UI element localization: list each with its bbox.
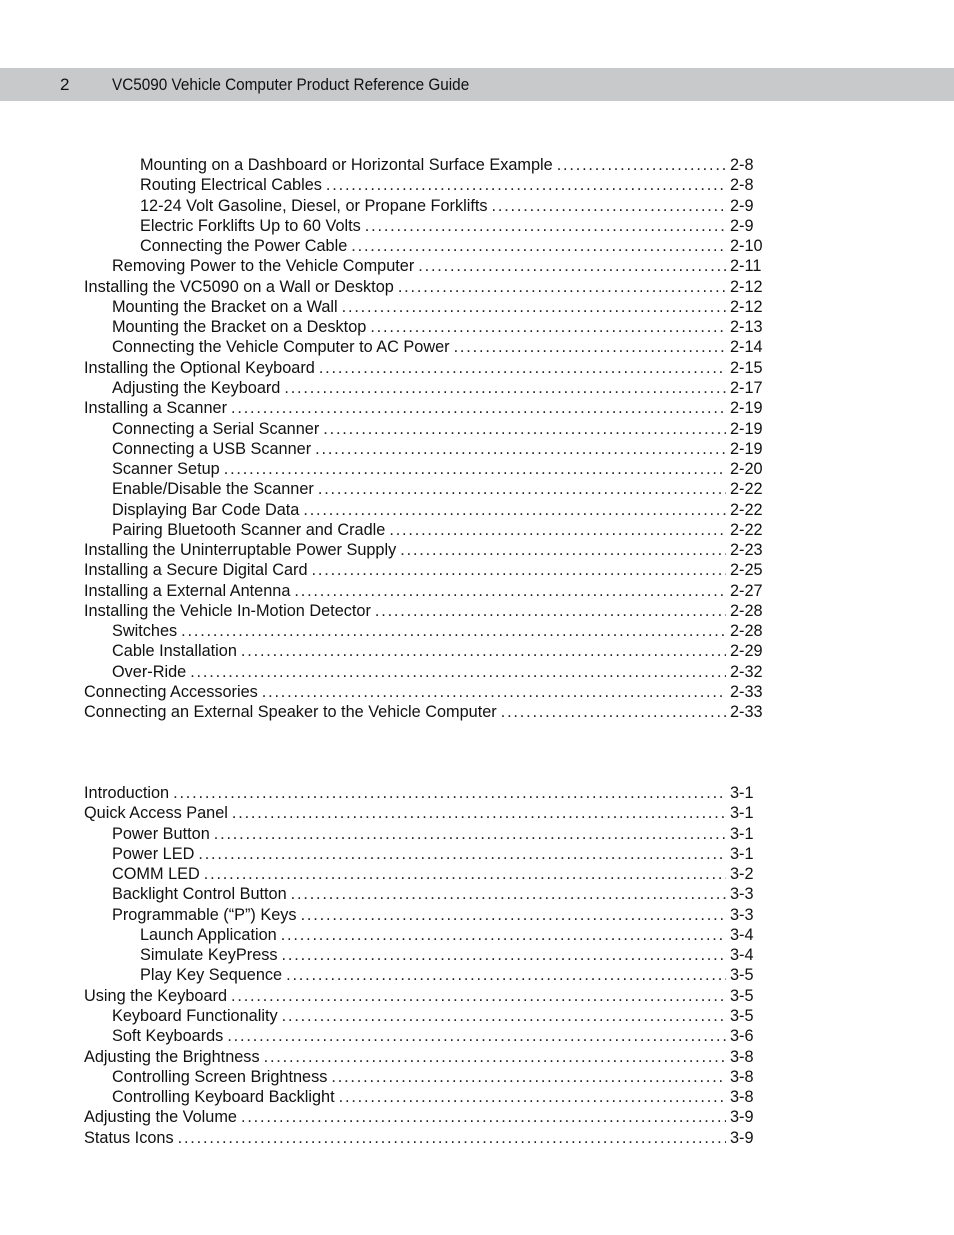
toc-entry-page-number: 2-10	[730, 237, 763, 256]
toc-entry-title: Adjusting the Volume	[84, 1108, 237, 1127]
toc-entry-title: Power LED	[112, 844, 195, 863]
toc-entry-title: Play Key Sequence	[140, 966, 283, 985]
toc-dot-leader	[204, 864, 726, 884]
toc-entry-title: 12-24 Volt Gasoline, Diesel, or Propane Forklifts	[140, 196, 488, 215]
toc-entry-page-number: 2-22	[730, 480, 763, 499]
toc-dot-leader	[231, 398, 726, 418]
toc-entry[interactable]	[84, 581, 770, 601]
toc-dot-leader	[227, 1026, 726, 1046]
toc-entry-title: Over-Ride	[112, 662, 187, 681]
toc-dot-leader	[312, 560, 726, 580]
toc-entry-title: Installing a Scanner	[84, 399, 228, 418]
toc-dot-leader	[303, 500, 726, 520]
toc-entry-page-number: 3-9	[730, 1128, 754, 1147]
toc-entry[interactable]	[140, 155, 770, 175]
toc-dot-leader	[286, 965, 726, 985]
toc-dot-leader	[284, 378, 726, 398]
toc-entry[interactable]	[112, 297, 770, 317]
toc-entry[interactable]	[112, 905, 770, 925]
toc-entry-page-number: 2-17	[730, 378, 763, 397]
toc-entry-title: Installing a External Antenna	[84, 581, 291, 600]
toc-entry[interactable]	[140, 216, 770, 236]
toc-entry[interactable]	[112, 884, 770, 904]
toc-entry-title: Installing the VC5090 on a Wall or Desktop	[84, 277, 394, 296]
toc-entry-title: Pairing Bluetooth Scanner and Cradle	[112, 520, 386, 539]
toc-entry-page-number: 2-19	[730, 439, 763, 458]
toc-entry-page-number: 3-5	[730, 1006, 754, 1025]
toc-entry-title: Launch Application	[140, 925, 277, 944]
toc-entry[interactable]	[84, 1107, 770, 1127]
toc-entry[interactable]	[112, 1087, 770, 1107]
toc-entry-title: COMM LED	[112, 865, 200, 884]
toc-entry-title: Introduction	[84, 784, 170, 802]
toc-entry-page-number: 2-27	[730, 581, 763, 600]
toc-dot-leader	[241, 1107, 726, 1127]
toc-entry-title: Mounting the Bracket on a Desktop	[112, 318, 367, 337]
toc-entry-page-number: 2-28	[730, 601, 763, 620]
toc-dot-leader	[400, 540, 726, 560]
toc-entry[interactable]	[84, 803, 770, 823]
toc-entry-title: Adjusting the Brightness	[84, 1047, 260, 1066]
toc-dot-leader	[389, 520, 726, 540]
toc-entry-title: Connecting the Vehicle Computer to AC Power	[112, 338, 450, 357]
toc-dot-leader	[282, 1006, 726, 1026]
toc-entry-title: Controlling Keyboard Backlight	[112, 1088, 335, 1107]
toc-dot-leader	[190, 662, 726, 682]
toc-dot-leader	[241, 641, 726, 661]
toc-entry-page-number: 3-6	[730, 1027, 754, 1046]
toc-dot-leader	[331, 1067, 726, 1087]
toc-entry[interactable]	[112, 1006, 770, 1026]
toc-dot-leader	[326, 175, 726, 195]
toc-entry-page-number: 2-15	[730, 358, 763, 377]
toc-entry-title: Controlling Screen Brightness	[112, 1067, 328, 1086]
toc-dot-leader	[492, 196, 726, 216]
toc-entry[interactable]	[112, 520, 770, 540]
toc-entry[interactable]	[84, 277, 770, 297]
toc-entry[interactable]	[112, 662, 770, 682]
toc-dot-leader	[232, 803, 726, 823]
toc-dot-leader	[318, 479, 726, 499]
toc-entry[interactable]	[140, 945, 770, 965]
toc-entry-title: Backlight Control Button	[112, 885, 287, 904]
header-page-number: 2	[60, 75, 70, 94]
toc-entry-title: Quick Access Panel	[84, 804, 228, 823]
toc-entry-title: Electric Forklifts Up to 60 Volts	[140, 216, 361, 235]
toc-entry[interactable]	[112, 479, 770, 499]
toc-entry[interactable]	[112, 256, 770, 276]
toc-entry-page-number: 2-23	[730, 541, 763, 560]
toc-entry-title: Cable Installation	[112, 642, 237, 661]
toc-entry-page-number: 2-19	[730, 419, 763, 438]
toc-dot-leader	[365, 216, 726, 236]
toc-entry[interactable]	[84, 398, 770, 418]
toc-entry-page-number: 2-9	[730, 216, 754, 235]
toc-dot-leader	[398, 277, 726, 297]
toc-entry[interactable]	[140, 175, 770, 195]
toc-entry-page-number: 3-1	[730, 824, 754, 843]
toc-entry-page-number: 2-8	[730, 176, 754, 195]
toc-entry-title: Keyboard Functionality	[112, 1006, 278, 1025]
toc-entry-title: Programmable (“P”) Keys	[112, 905, 297, 924]
toc-dot-leader	[181, 621, 726, 641]
toc-dot-leader	[291, 884, 726, 904]
toc-entry-page-number: 2-22	[730, 500, 763, 519]
toc-entry[interactable]	[112, 500, 770, 520]
toc-dot-leader	[173, 783, 726, 803]
toc-entry[interactable]	[112, 1067, 770, 1087]
toc-entry-title: Adjusting the Keyboard	[112, 378, 281, 397]
toc-entry-page-number: 3-5	[730, 986, 754, 1005]
header-document-title: VC5090 Vehicle Computer Product Reference Guide	[112, 75, 470, 94]
toc-entry-title: Soft Keyboards	[112, 1027, 224, 1046]
toc-entry-title: Connecting an External Speaker to the Vehicle Computer	[84, 703, 497, 722]
toc-entry[interactable]	[112, 824, 770, 844]
toc-entry[interactable]	[112, 317, 770, 337]
toc-entry-page-number: 2-8	[730, 156, 754, 174]
toc-dot-leader	[231, 986, 726, 1006]
toc-entry[interactable]	[84, 560, 770, 580]
toc-entry-page-number: 2-25	[730, 561, 763, 580]
toc-entry-page-number: 3-5	[730, 966, 754, 985]
toc-entry-page-number: 3-9	[730, 1108, 754, 1127]
toc-entry[interactable]	[112, 439, 770, 459]
toc-entry-page-number: 2-20	[730, 460, 763, 479]
toc-entry-page-number: 2-22	[730, 520, 763, 539]
toc-entry-page-number: 3-8	[730, 1088, 754, 1107]
toc-entry[interactable]	[112, 459, 770, 479]
toc-entry-page-number: 3-1	[730, 804, 754, 823]
toc-entry-title: Simulate KeyPress	[140, 946, 278, 965]
toc-entry[interactable]	[112, 337, 770, 357]
toc-dot-leader	[282, 945, 726, 965]
toc-entry-title: Mounting on a Dashboard or Horizontal Surface Example	[140, 156, 553, 174]
toc-dot-leader	[375, 601, 726, 621]
toc-entry-page-number: 3-8	[730, 1067, 754, 1086]
toc-entry[interactable]	[112, 621, 770, 641]
toc-dot-leader	[294, 581, 726, 601]
toc-dot-leader	[454, 337, 726, 357]
toc-entry-title: Connecting a USB Scanner	[112, 439, 312, 458]
toc-entry-title: Installing a Secure Digital Card	[84, 561, 308, 580]
toc-entry-page-number: 2-9	[730, 196, 754, 215]
toc-entry-page-number: 2-12	[730, 297, 763, 316]
toc-entry-title: Routing Electrical Cables	[140, 176, 322, 195]
toc-entry-page-number: 2-14	[730, 338, 763, 357]
toc-entry[interactable]	[84, 682, 770, 702]
toc-entry[interactable]	[84, 986, 770, 1006]
toc-entry-page-number: 3-3	[730, 905, 754, 924]
toc-entry-title: Installing the Uninterruptable Power Supply	[84, 541, 397, 560]
toc-entry[interactable]	[112, 378, 770, 398]
toc-entry-page-number: 3-1	[730, 784, 754, 802]
toc-entry[interactable]	[112, 864, 770, 884]
toc-entry-title: Switches	[112, 622, 178, 641]
toc-entry[interactable]	[140, 965, 770, 985]
toc-entry[interactable]	[84, 358, 770, 378]
toc-dot-leader	[370, 317, 726, 337]
toc-entry-title: Installing the Optional Keyboard	[84, 358, 315, 377]
toc-entry-page-number: 2-33	[730, 683, 763, 702]
toc-entry[interactable]	[140, 925, 770, 945]
toc-entry[interactable]	[140, 236, 770, 256]
toc-entry-title: Enable/Disable the Scanner	[112, 480, 314, 499]
toc-entry-page-number: 3-8	[730, 1047, 754, 1066]
toc-dot-leader	[301, 905, 726, 925]
toc-entry-page-number: 2-32	[730, 662, 763, 681]
toc-entry-page-number: 2-28	[730, 622, 763, 641]
toc-entry-title: Scanner Setup	[112, 460, 220, 479]
toc-entry-title: Removing Power to the Vehicle Computer	[112, 257, 415, 276]
toc-dot-leader	[342, 297, 726, 317]
toc-entry[interactable]	[112, 641, 770, 661]
toc-entry-page-number: 2-12	[730, 277, 763, 296]
toc-dot-leader	[418, 256, 726, 276]
toc-entry[interactable]	[84, 1047, 770, 1067]
toc-dot-leader	[262, 682, 726, 702]
toc-entry-page-number: 3-4	[730, 946, 754, 965]
toc-entry[interactable]	[112, 419, 770, 439]
toc-entry-page-number: 3-1	[730, 844, 754, 863]
toc-dot-leader	[323, 419, 726, 439]
toc-dot-leader	[351, 236, 726, 256]
toc-entry-page-number: 2-29	[730, 642, 763, 661]
toc-entry-title: Using the Keyboard	[84, 986, 228, 1005]
toc-dot-leader	[319, 358, 726, 378]
toc-entry-title: Installing the Vehicle In-Motion Detector	[84, 601, 371, 620]
toc-entry[interactable]	[84, 702, 770, 722]
toc-entry-page-number: 2-33	[730, 703, 763, 722]
toc-entry[interactable]	[84, 540, 770, 560]
toc-dot-leader	[339, 1087, 726, 1107]
toc-dot-leader	[557, 155, 726, 175]
toc-entry-page-number: 3-2	[730, 865, 754, 884]
toc-entry[interactable]	[112, 1026, 770, 1046]
toc-entry-title: Connecting Accessories	[84, 683, 258, 702]
toc-entry[interactable]	[112, 844, 770, 864]
toc-entry[interactable]	[84, 1128, 770, 1148]
toc-dot-leader	[224, 459, 726, 479]
toc-entry-title: Power Button	[112, 824, 210, 843]
toc-entry[interactable]	[84, 783, 770, 803]
toc-entry-title: Connecting the Power Cable	[140, 237, 348, 256]
toc-entry-page-number: 2-11	[730, 257, 762, 276]
toc-entry[interactable]	[84, 601, 770, 621]
toc-entry-page-number: 2-13	[730, 318, 763, 337]
toc-dot-leader	[264, 1047, 726, 1067]
toc-dot-leader	[501, 702, 726, 722]
toc-dot-leader	[178, 1128, 726, 1148]
toc-entry-title: Displaying Bar Code Data	[112, 500, 300, 519]
toc-dot-leader	[214, 824, 726, 844]
toc-dot-leader	[198, 844, 726, 864]
toc-entry-title: Mounting the Bracket on a Wall	[112, 297, 338, 316]
toc-entry-title: Connecting a Serial Scanner	[112, 419, 320, 438]
toc-entry-page-number: 3-4	[730, 925, 754, 944]
toc-entry-title: Status Icons	[84, 1128, 174, 1147]
toc-entry[interactable]	[140, 196, 770, 216]
toc-entry-page-number: 2-19	[730, 399, 763, 418]
toc-dot-leader	[281, 925, 726, 945]
toc-dot-leader	[315, 439, 726, 459]
toc-entry-page-number: 3-3	[730, 885, 754, 904]
